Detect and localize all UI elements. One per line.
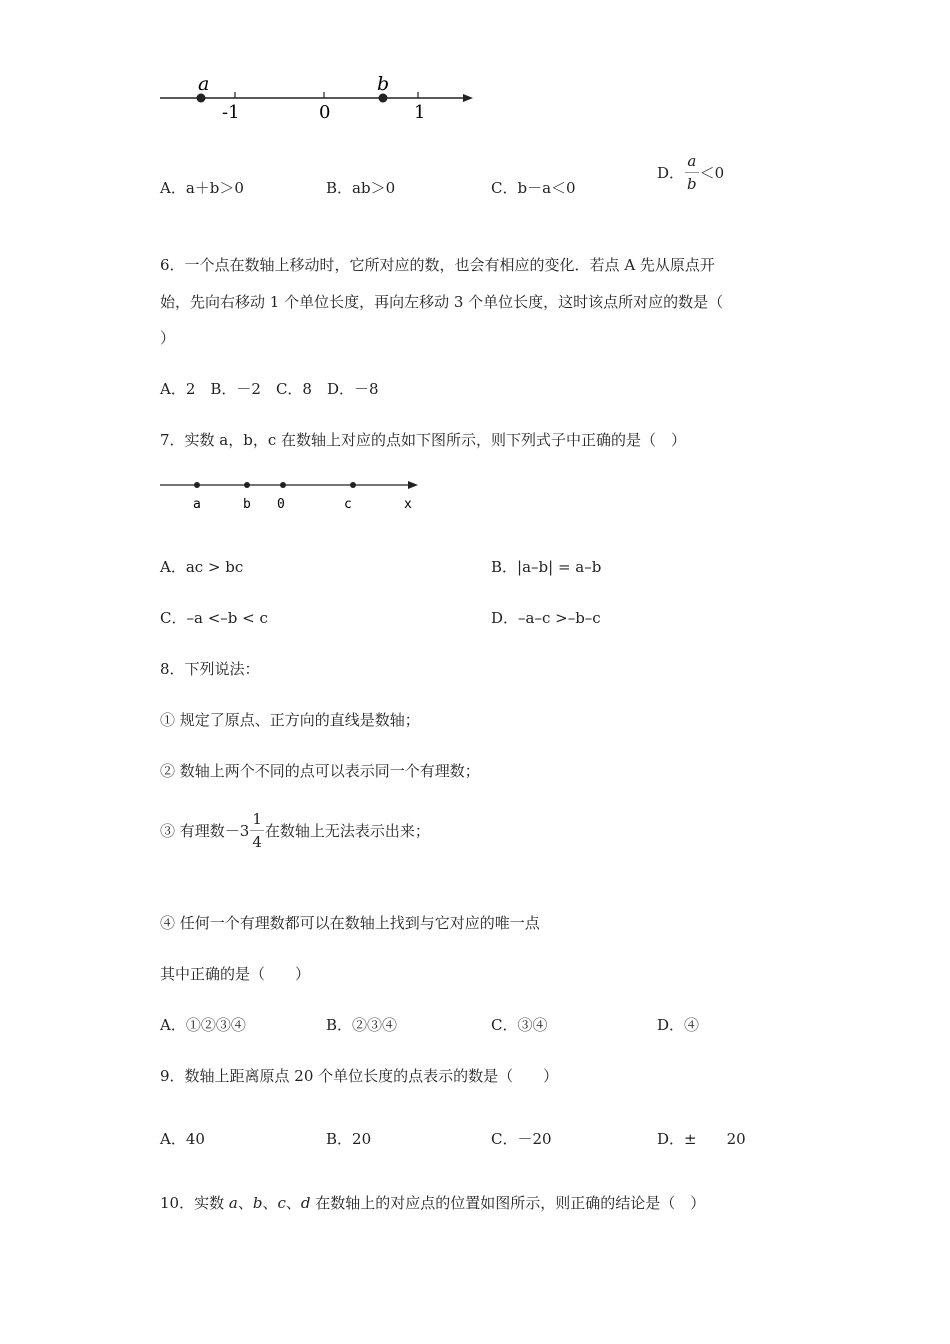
q5-option-b[interactable]: B．ab＞0 xyxy=(326,179,396,197)
q6-stem-line3: ） xyxy=(160,329,176,347)
q6-options[interactable]: A．2 B．－2 C．8 D．－8 xyxy=(160,380,379,398)
q5-d-suffix: ＜0 xyxy=(699,164,725,182)
fraction-one-quarter xyxy=(250,812,264,850)
q7-option-c[interactable]: C．–a <–b < c xyxy=(160,609,268,627)
q6-stem-line2: 始，先向右移动 1 个单位长度，再向左移动 3 个单位长度，这时该点所对应的数是（ xyxy=(160,293,724,311)
q10-stem xyxy=(160,1193,705,1213)
q8-stem: 8．下列说法： xyxy=(160,660,260,678)
fraction-a-over-b xyxy=(685,154,699,192)
var-d: d xyxy=(300,1194,311,1212)
label-1: 1 xyxy=(414,102,426,123)
q9-option-b[interactable]: B．20 xyxy=(326,1130,372,1148)
q5-d-prefix: D． xyxy=(657,164,685,182)
label-x: x xyxy=(404,497,412,512)
fraction-numerator: a xyxy=(685,154,699,173)
sep: 、 xyxy=(237,1194,253,1212)
label-a: a xyxy=(198,73,210,95)
sep: 、 xyxy=(262,1194,278,1212)
q9-option-a[interactable]: A．40 xyxy=(160,1130,205,1148)
q10-suffix: 在数轴上的对应点的位置如图所示，则正确的结论是（ ） xyxy=(310,1194,706,1212)
q8-s3-prefix: ③ 有理数－3 xyxy=(160,822,250,840)
q6-stem-line1: 6．一个点在数轴上移动时，它所对应的数，也会有相应的变化．若点 A 先从原点开 xyxy=(160,256,715,274)
q8-s3-suffix: 在数轴上无法表示出来； xyxy=(264,822,430,840)
q7-option-b[interactable]: B．|a–b| = a–b xyxy=(491,558,602,576)
axis-arrow xyxy=(463,94,473,102)
q7-option-a[interactable]: A．ac > bc xyxy=(160,558,244,576)
var-b: b xyxy=(252,1194,263,1212)
fraction-denominator: 4 xyxy=(252,833,262,851)
q8-option-a[interactable]: A．①②③④ xyxy=(160,1016,246,1034)
q5-option-c[interactable]: C．b－a＜0 xyxy=(491,179,576,197)
sep: 、 xyxy=(285,1194,301,1212)
q9-option-c[interactable]: C．－20 xyxy=(491,1130,552,1148)
q7-stem: 7．实数 a，b，c 在数轴上对应的点如下图所示，则下列式子中正确的是（ ） xyxy=(160,431,687,449)
label-b: b xyxy=(377,73,390,95)
number-line-2 xyxy=(158,475,428,515)
label-0: 0 xyxy=(319,102,331,123)
axis-arrow xyxy=(408,481,418,489)
fraction-denominator: b xyxy=(687,175,697,193)
label-0: 0 xyxy=(277,497,285,512)
q8-option-d[interactable]: D．④ xyxy=(657,1016,700,1034)
q10-prefix: 10．实数 xyxy=(160,1194,229,1212)
point-c xyxy=(350,482,356,488)
var-a: a xyxy=(228,1194,238,1212)
number-line-1 xyxy=(158,70,478,125)
point-0 xyxy=(280,482,286,488)
label-b: b xyxy=(243,497,251,512)
q8-statement-2: ② 数轴上两个不同的点可以表示同一个有理数； xyxy=(160,762,480,780)
label-c: c xyxy=(344,497,352,512)
q7-option-d[interactable]: D．–a–c >–b–c xyxy=(491,609,601,627)
q5-option-a[interactable]: A．a＋b＞0 xyxy=(160,179,244,197)
q8-ask: 其中正确的是（ ） xyxy=(160,965,311,983)
q5-option-d[interactable] xyxy=(657,154,724,192)
label-neg1: -1 xyxy=(222,102,240,123)
q8-statement-3 xyxy=(160,812,430,850)
q9-stem: 9．数轴上距离原点 20 个单位长度的点表示的数是（ ） xyxy=(160,1067,559,1085)
q8-option-b[interactable]: B．②③④ xyxy=(326,1016,398,1034)
q9-option-d[interactable]: D．± 20 xyxy=(657,1130,746,1148)
var-c: c xyxy=(277,1194,286,1212)
q8-statement-4: ④ 任何一个有理数都可以在数轴上找到与它对应的唯一点 xyxy=(160,914,540,932)
q8-statement-1: ① 规定了原点、正方向的直线是数轴； xyxy=(160,711,420,729)
fraction-numerator: 1 xyxy=(250,812,264,831)
q8-option-c[interactable]: C．③④ xyxy=(491,1016,548,1034)
label-a: a xyxy=(193,497,201,512)
point-b xyxy=(244,482,250,488)
point-a xyxy=(194,482,200,488)
